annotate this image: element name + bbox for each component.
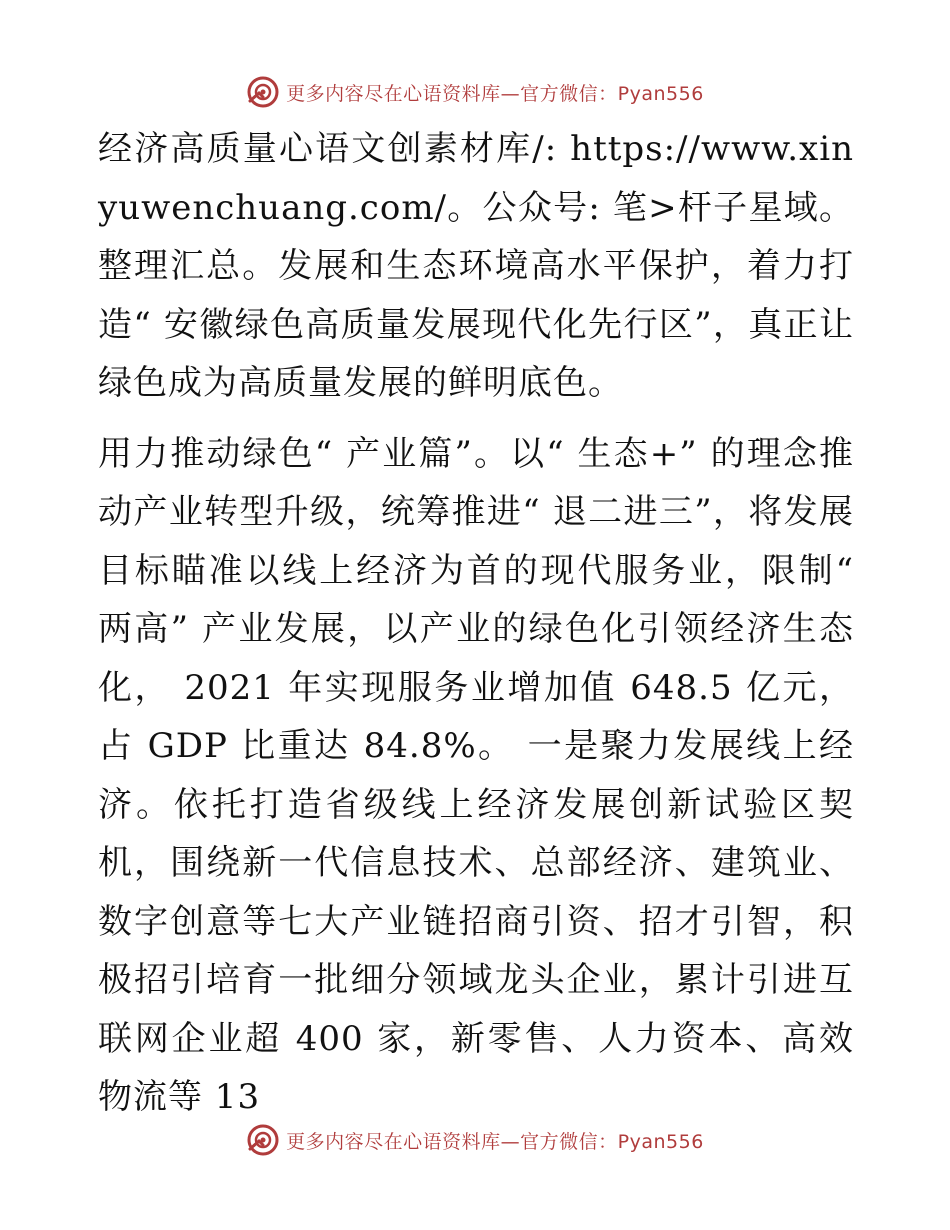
paragraph-1: 经济高质量心语文创素材库/: https://www.xinyuwenchuang.com/。公众号: 笔>杆子星域。整理汇总。发展和生态环境高水平保护，着力打造“ 安徽绿色高质量发展现代化先行区”，真正让绿色成为高质量发展的鲜明底色。 [98,129,854,403]
seal-logo-icon [246,1123,280,1157]
header-banner-text: 更多内容尽在心语资料库—官方微信：Pyan556 [286,82,704,105]
seal-logo-icon [246,75,280,109]
paragraph-2: 用力推动绿色“ 产业篇”。以“ 生态+” 的理念推动产业转型升级，统筹推进“ 退二进三”，将发展目标瞄准以线上经济为首的现代服务业，限制“ 两高” 产业发展，以产业的绿色化引领经济生态化， 2021 年实现服务业增加值 648.5 亿元， 占 GDP 比重达 84.8%。 一是聚力发展线上经济。依托打造省级线上经济发展创新试验区契机，围绕新一代信息技术、总部经济、建筑业、数字创意等七大产业链招商引资、招才引智，积极招引培育一批细分领域龙头企业，累计引进互联网企业超 400 家，新零售、人力资本、高效物流等 13 [98,433,854,1117]
header-banner [0,72,950,112]
footer-banner [0,1120,950,1160]
footer-banner-text: 更多内容尽在心语资料库—官方微信：Pyan556 [286,1130,704,1153]
document-body [98,120,854,1127]
